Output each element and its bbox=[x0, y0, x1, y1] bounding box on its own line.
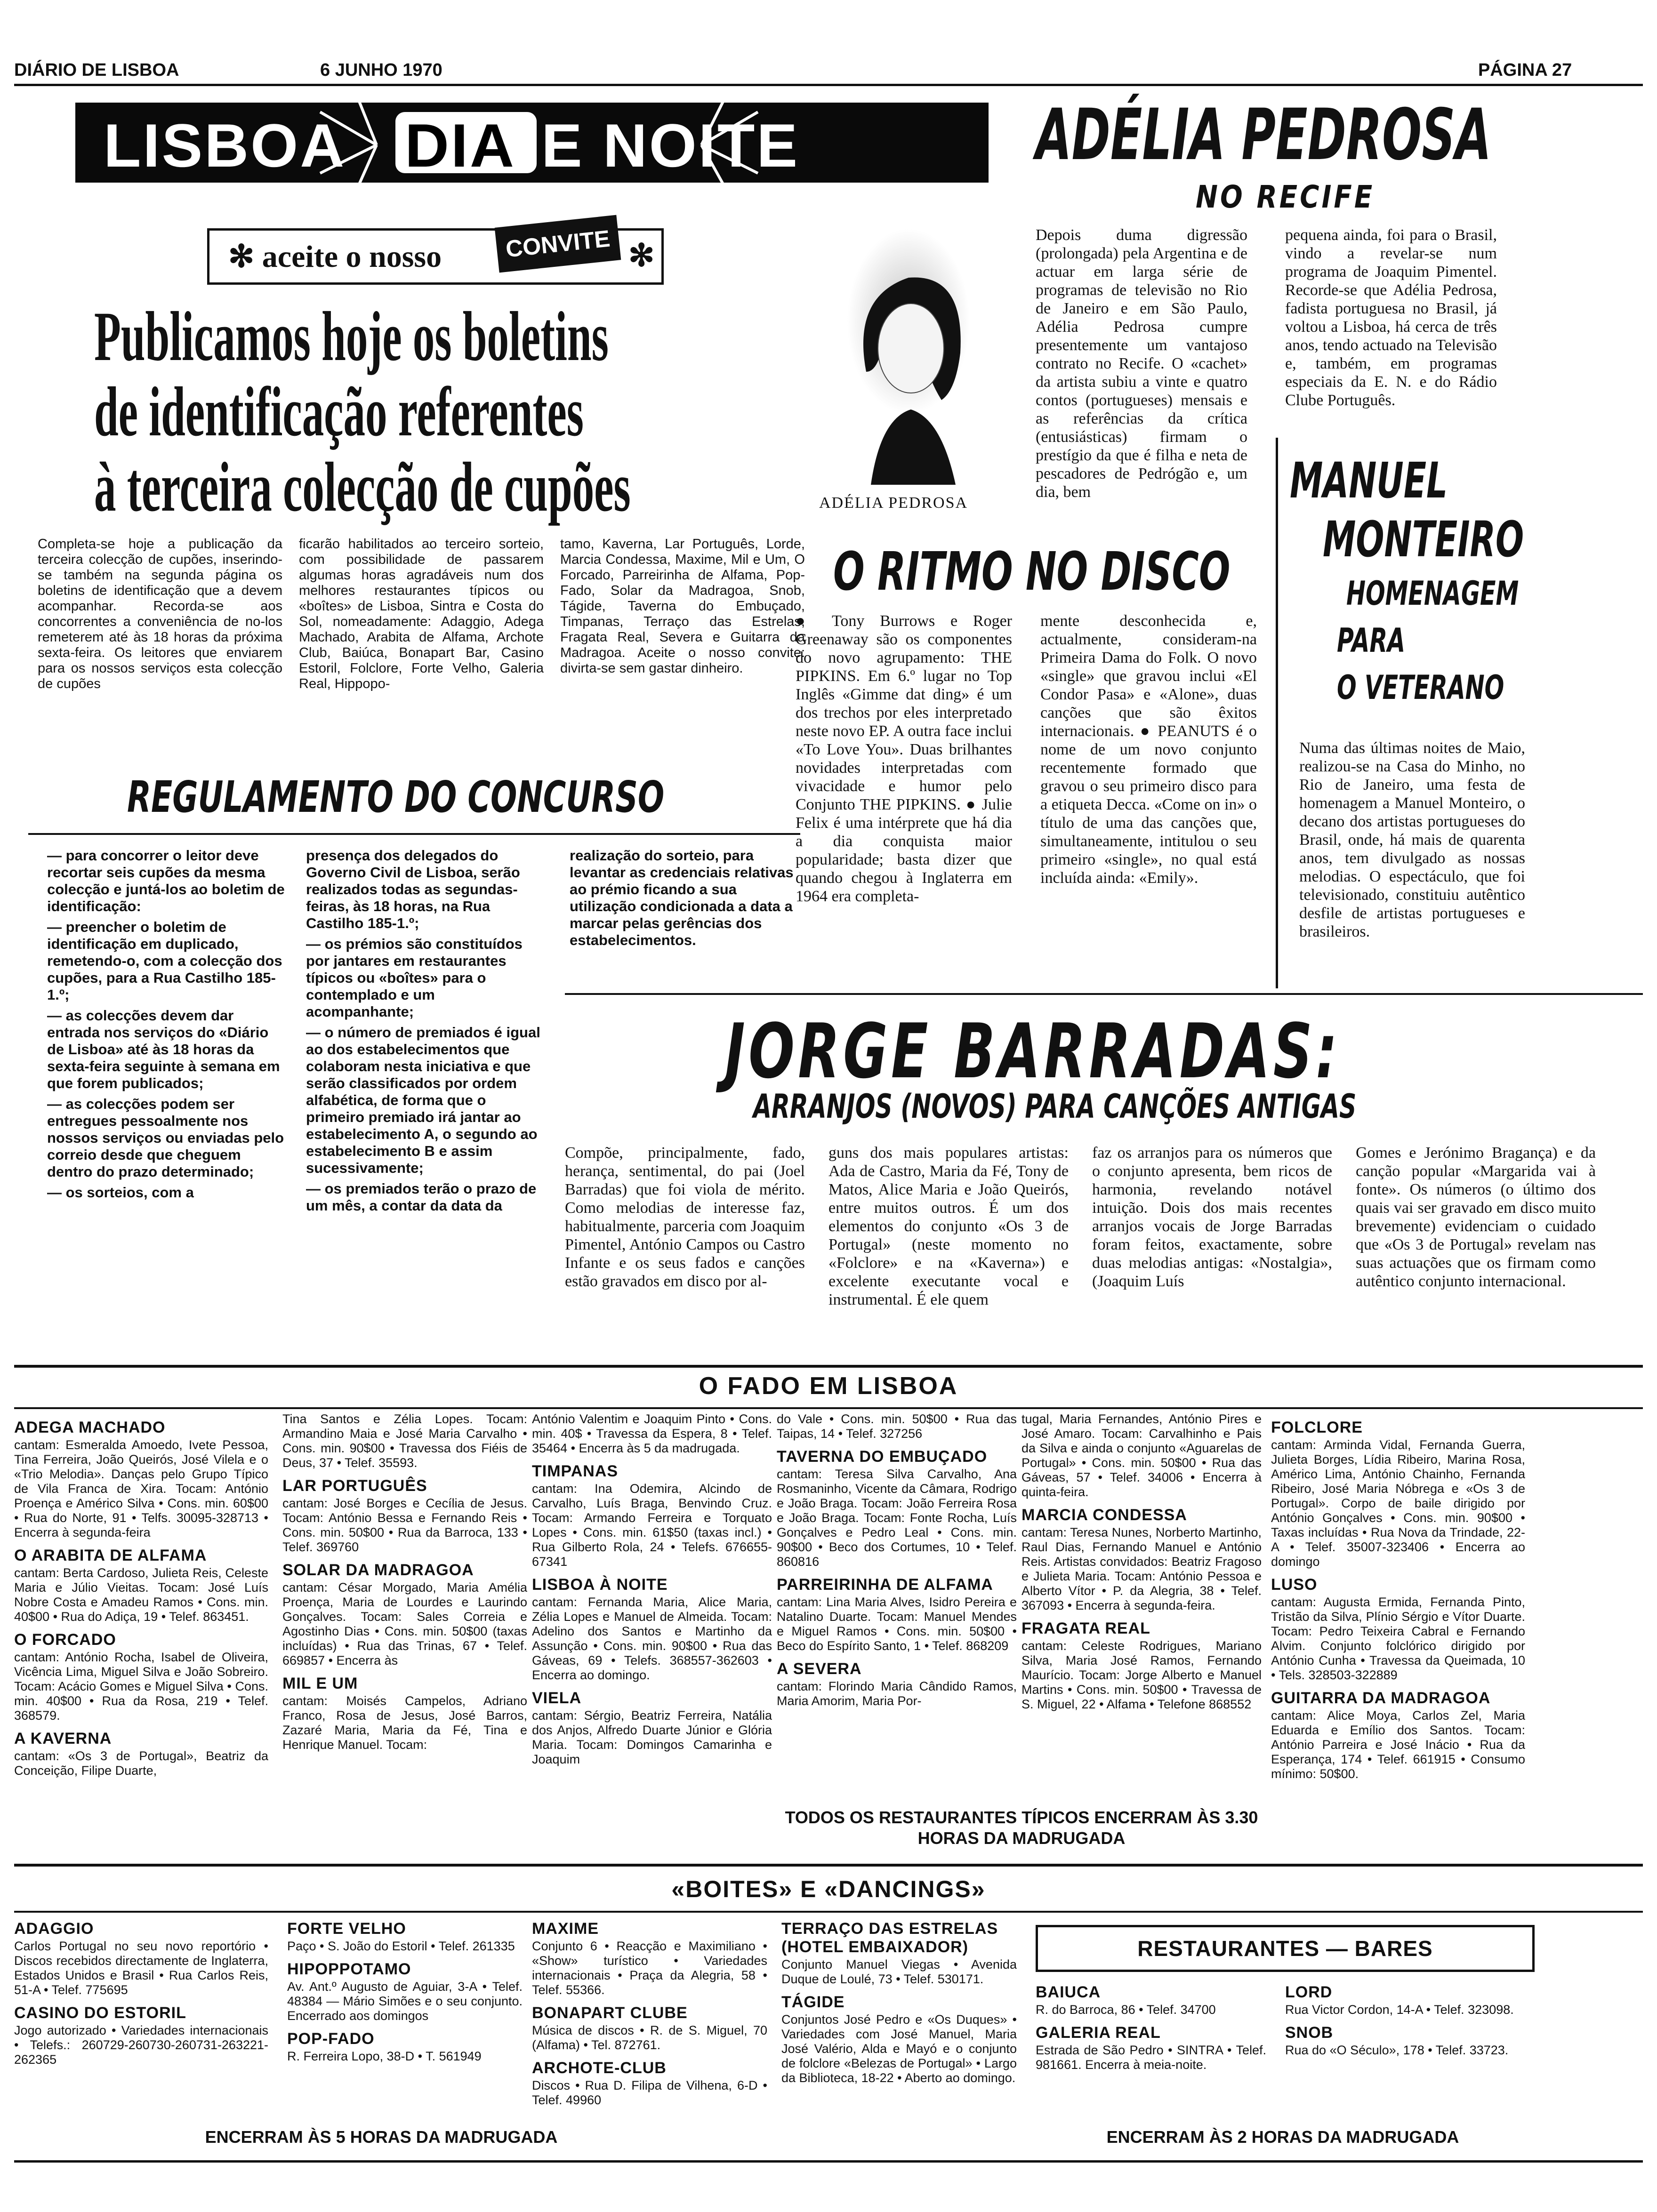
jorge-subtitle: ARRANJOS (NOVOS) PARA CANÇÕES ANTIGAS bbox=[753, 1087, 1357, 1126]
venue-text: cantam: Sérgio, Beatriz Ferreira, Natália dos Anjos, Alfredo Duarte Júnior e Glória Maria. Tocam: Domingos Camarinha e Joaquim bbox=[532, 1708, 772, 1766]
venue-name: CASINO DO ESTORIL bbox=[14, 2004, 186, 2022]
boites-col-1 bbox=[14, 1913, 268, 2067]
restaurantes-left bbox=[1036, 1977, 1266, 2072]
headline-line-3: à terceira colecção de cupões bbox=[94, 448, 631, 526]
venue-name: GUITARRA DA MADRAGOA bbox=[1271, 1689, 1491, 1707]
venue-text: Conjunto Manuel Viegas • Avenida Duque de Loulé, 73 • Telef. 530171. bbox=[781, 1957, 1017, 1986]
convite-tag: CONVITE bbox=[495, 215, 621, 273]
convite-lead: ✻ aceite o nosso bbox=[228, 240, 442, 274]
venue-name: ADAGGIO bbox=[14, 1920, 94, 1938]
adelia-title: ADÉLIA PEDROSA bbox=[1036, 94, 1492, 176]
reg-item: — as colecções podem ser entregues pessoalmente nos nossos serviços ou enviadas pelo correio desde que cheguem dentro do prazo determinado; bbox=[47, 1096, 284, 1180]
bottom-rule bbox=[14, 2160, 1643, 2163]
restaurantes-right bbox=[1285, 1977, 1520, 2058]
boites-title: «BOITES» E «DANCINGS» bbox=[671, 1876, 986, 1902]
reg-item: presença dos delegados do Governo Civil de Lisboa, serão realizados todas as segundas-feiras, às 18 horas, na Rua Castilho 185-1.º; bbox=[306, 847, 520, 931]
venue-name: LORD bbox=[1285, 1983, 1333, 2001]
fado-col-6 bbox=[1271, 1412, 1525, 1781]
venue-name: HIPOPPOTAMO bbox=[287, 1960, 411, 1978]
boites-top-rule bbox=[14, 1864, 1643, 1867]
venue-text: do Vale • Cons. min. 50$00 • Rua das Taipas, 14 • Telef. 327256 bbox=[777, 1412, 1017, 1441]
jorge-col-2: guns dos mais populares artistas: Ada de Castro, Maria da Fé, Tony de Matos, Alice Maria e João Queirós, entre muitos outros. É um dos elementos do conjunto «Os 3 de Portugal» (neste momento no «Folclore» e na «Kaverna») e excelente executante vocal e instrumental. É ele quem bbox=[828, 1144, 1069, 1308]
venue-text: Música de discos • R. de S. Miguel, 70 (Alfama) • Tel. 872761. bbox=[532, 2023, 767, 2052]
reg-item: — os premiados terão o prazo de um mês, a contar da data da bbox=[306, 1180, 537, 1214]
venue-text: Estrada de São Pedro • SINTRA • Telef. 981661. Encerra à meia-noite. bbox=[1036, 2043, 1266, 2072]
venue-name: BONAPART CLUBE bbox=[532, 2004, 688, 2022]
restaurantes-closing: ENCERRAM ÀS 2 HORAS DA MADRUGADA bbox=[1106, 2127, 1459, 2147]
portrait-icon bbox=[800, 221, 1017, 485]
venue-name: TAVERNA DO EMBUÇADO bbox=[777, 1448, 988, 1466]
venue-name: PARREIRINHA DE ALFAMA bbox=[777, 1576, 993, 1594]
venue-name: FRAGATA REAL bbox=[1022, 1619, 1150, 1637]
manuel-sub-2: PARA bbox=[1337, 621, 1405, 660]
adelia-col-1: Depois duma digressão (prolongada) pela Argentina e de actuar em larga série de programas de televisão no Rio de Janeiro e em São Paulo, Adélia Pedrosa cumpre presentemente um vantajoso contrato no Recife. O «cachet» da artista subiu a vinte e quatro contos (portugueses) mensais e as referências da crítica (entusiásticas) firmam o prestígio da que é filha e neta de pescadores de Pedrógão e, um dia, bem bbox=[1036, 226, 1247, 501]
venue-text: cantam: Lina Maria Alves, Isidro Pereira e Natalino Duarte. Tocam: Manuel Mendes e Miguel Ramos • Cons. min. 50$00 • Beco do Espírito Santo, 1 • Telef. 868209 bbox=[777, 1595, 1017, 1653]
reg-item: — os prémios são constituídos por jantares em restaurantes típicos ou «boîtes» para o contemplado e um acompanhante; bbox=[306, 936, 523, 1020]
venue-text: Rua Victor Cordon, 14-A • Telef. 323098. bbox=[1285, 2003, 1514, 2017]
venue-name: FOLCLORE bbox=[1271, 1419, 1363, 1436]
venue-text: cantam: Fernanda Maria, Alice Maria, Zélia Lopes e Manuel de Almeida. Tocam: Adelino dos Santos e Martinho da Assunção • Cons. min. 90$00 • Rua das Gáveas, 69 • Telefs. 368557-362603 • Encerra ao domingo. bbox=[532, 1595, 772, 1682]
fado-closing: TODOS OS RESTAURANTES TÍPICOS ENCERRAM ÀS 3.30 HORAS DA MADRUGADA bbox=[785, 1808, 1258, 1848]
venue-text: cantam: Florindo Maria Cândido Ramos, Maria Amorim, Maria Por- bbox=[777, 1679, 1017, 1708]
regulamento-rule bbox=[28, 833, 800, 835]
ritmo-title: O RITMO NO DISCO bbox=[833, 541, 1231, 602]
masthead-date: 6 JUNHO 1970 bbox=[320, 60, 442, 80]
masthead-page: PÁGINA 27 bbox=[1478, 60, 1572, 80]
jorge-col-3: faz os arranjos para os números que o conjunto apresenta, bem ricos de harmonia, revelando notável intuição. Dois dos mais recentes arranjos vocais de Jorge Barradas foram feitos, exactamente, sobre duas melodias antigas: «Nostalgia», (Joaquim Luís bbox=[1092, 1144, 1332, 1290]
fado-col-5 bbox=[1022, 1412, 1262, 1712]
banner-lisboa: LISBOA bbox=[104, 111, 346, 180]
adelia-photo bbox=[800, 221, 1017, 485]
intro-col-3: tamo, Kaverna, Lar Português, Lorde, Marcia Condessa, Maxime, Mil e Um, O Forcado, Parreirinha de Alfama, Pop-Fado, Solar da Madragoa, Snob, Tágide, Taverna do Embuçado, Timpanas, Terraço das Estrelas, Fragata Real, Severa e Guitarra da Madragoa. Aceite o nosso convite: divirta-se sem gastar dinheiro. bbox=[560, 537, 805, 676]
main-headline bbox=[94, 299, 800, 525]
venue-name: A SEVERA bbox=[777, 1660, 862, 1678]
venue-text: Jogo autorizado • Variedades internacionais • Telefs.: 260729-260730-260731-263221-262365 bbox=[14, 2023, 268, 2067]
boites-title-rule bbox=[14, 1911, 1643, 1913]
venue-name: MARCIA CONDESSA bbox=[1022, 1506, 1187, 1524]
venue-name: GALERIA REAL bbox=[1036, 2024, 1161, 2042]
venue-text: cantam: José Borges e Cecília de Jesus. Tocam: António Bessa e Fernando Reis • Cons. min. 50$00 • Rua da Barroca, 133 • Telef. 369760 bbox=[282, 1496, 527, 1554]
adelia-subtitle: NO RECIFE bbox=[1196, 179, 1375, 215]
lisboa-banner bbox=[75, 103, 989, 183]
fado-col-1 bbox=[14, 1412, 268, 1778]
reg-item: realização do sorteio, para levantar as credenciais relativas ao prémio ficando a sua utilização condicionada a data a marcar pelas gerências dos estabelecimentos. bbox=[570, 847, 794, 948]
boites-closing: ENCERRAM ÀS 5 HORAS DA MADRUGADA bbox=[205, 2127, 558, 2147]
manuel-title-1: MANUEL bbox=[1290, 452, 1448, 509]
reg-item: — o número de premiados é igual ao dos estabelecimentos que colaboram nesta iniciativa e que serão classificados por ordem alfabética, de forma que o primeiro premiado irá jantar ao estabelecimento A, o segundo ao estabelecimento B e assim sucessivamente; bbox=[306, 1024, 540, 1176]
venue-name: MIL E UM bbox=[282, 1675, 358, 1692]
venue-text: cantam: Ina Odemira, Alcindo de Carvalho, Luís Braga, Benvindo Cruz. Tocam: Armando Ferreira e Torquato Lopes • Cons. min. 61$50 (taxas incl.) • Rua Gilberto Rola, 24 • Telefs. 676655-67341 bbox=[532, 1482, 772, 1569]
venue-text: R. Ferreira Lopo, 38-D • T. 561949 bbox=[287, 2049, 482, 2063]
convite-box bbox=[207, 225, 664, 285]
venue-text: Conjuntos José Pedro e «Os Duques» • Variedades com José Manuel, Maria José Valério, Alda e Mayó e o conjunto de folclore «Belezas de Portugal» • Largo da Biblioteca, 18-22 • Aberto ao domingo. bbox=[781, 2012, 1017, 2085]
venue-text: cantam: «Os 3 de Portugal», Beatriz da Conceição, Filipe Duarte, bbox=[14, 1749, 268, 1778]
venue-name: A KAVERNA bbox=[14, 1730, 112, 1747]
venue-name: O ARABITA DE ALFAMA bbox=[14, 1547, 207, 1564]
fado-top-rule bbox=[14, 1365, 1643, 1368]
reg-item: — as colecções devem dar entrada nos serviços do «Diário de Lisboa» até às 18 horas da sexta-feira seguinte à semana em que forem publicados; bbox=[47, 1007, 280, 1091]
manuel-sub-1: HOMENAGEM bbox=[1346, 574, 1519, 613]
venue-text: Conjunto 6 • Reacção e Maximiliano • «Show» turístico • Variedades internacionais • Praça da Alegria, 58 • Telef. 55366. bbox=[532, 1939, 767, 1997]
venue-name: LISBOA À NOITE bbox=[532, 1576, 668, 1594]
venue-text: António Valentim e Joaquim Pinto • Cons. min. 40$ • Travessa da Espera, 8 • Telef. 35464 • Encerra às 5 da madrugada. bbox=[532, 1412, 772, 1455]
venue-text: Rua do «O Século», 178 • Telef. 33723. bbox=[1285, 2043, 1509, 2057]
restaurantes-box bbox=[1036, 1925, 1535, 1972]
regulamento-title: REGULAMENTO DO CONCURSO bbox=[127, 772, 665, 822]
jorge-title: JORGE BARRADAS: bbox=[725, 1007, 1341, 1095]
fado-col-4 bbox=[777, 1412, 1017, 1708]
ritmo-col-1: ● Tony Burrows e Roger Greenaway são os componentes do novo agrupamento: THE PIPKINS. Em 6.º lugar no Top Inglês «Gimme dat ding» é um dos trechos por eles interpretado neste novo EP. A outra face inclui «To Love You». Duas brilhantes novidades interpretadas com vivacidade e humor pelo Conjunto THE PIPKINS. ● Julie Felix é uma intérprete que há dia a dia conquista maior popularidade; basta dizer que quando chegou à Inglaterra em 1964 era completa- bbox=[796, 612, 1012, 905]
venue-text: cantam: António Rocha, Isabel de Oliveira, Vicência Lima, Miguel Silva e João Sobreiro. Tocam: Acácio Gomes e Miguel Silva • Cons. min. 40$00 • Rua da Rosa, 219 • Telef. 368579. bbox=[14, 1650, 268, 1723]
banner-dia: DIA bbox=[405, 111, 516, 180]
venue-text: Discos • Rua D. Filipa de Vilhena, 6-D • Telef. 49960 bbox=[532, 2078, 767, 2107]
venue-text: cantam: Teresa Silva Carvalho, Ana Rosmaninho, Vicente da Câmara, Rodrigo e João Braga. Tocam: João Ferreira Rosa e João Braga. Tocam: Fonte Rocha, Luís Gonçalves e Pedro Leal • Cons. min. 90$00 • Beco dos Cortumes, 10 • Telef. 860816 bbox=[777, 1467, 1017, 1569]
venue-text: cantam: Arminda Vidal, Fernanda Guerra, Julieta Borges, Lídia Ribeiro, Marina Rosa, Américo Lima, António Chainho, Fernanda Ribeiro, José Maria Nóbrega e «Os 3 de Portugal». Corpo de baile dirigido por António Gonçalves • Cons. min. 90$00 • Taxas incluídas • Rua Nova da Trindade, 22-A • Telef. 35007-323406 • Encerra ao domingo bbox=[1271, 1438, 1525, 1569]
restaurantes-title: RESTAURANTES — BARES bbox=[1137, 1936, 1433, 1961]
venue-name: VIELA bbox=[532, 1689, 582, 1707]
boites-col-4 bbox=[781, 1913, 1017, 2085]
venue-text: cantam: Moisés Campelos, Adriano Franco, Rosa de Jesus, José Barros, Zazaré Maria, Maria da Fé, Tina e Henrique Manuel. Tocam: bbox=[282, 1694, 527, 1752]
convite-star: ✻ bbox=[628, 239, 655, 273]
reg-item: — preencher o boletim de identificação em duplicado, remetendo-o, com a colecção dos cupões, para a Rua Castilho 185-1.º; bbox=[47, 919, 282, 1003]
venue-text: tugal, Maria Fernandes, António Pires e José Amaro. Tocam: Carvalhinho e Pais da Silva e ainda o conjunto «Aguarelas de Portugal» • Cons. min. 50$00 • Rua das Gáveas, 57 • Telef. 34006 • Encerra à quinta-feira. bbox=[1022, 1412, 1262, 1499]
adelia-col-2: pequena ainda, foi para o Brasil, vindo a revelar-se num programa de Joaquim Pimentel. Recorde-se que Adélia Pedrosa, fadista portuguesa no Brasil, já voltou a Lisboa, há cerca de três anos, tendo actuado na Televisão e, também, em programas especiais da E. N. e do Rádio Clube Português. bbox=[1285, 226, 1497, 409]
fado-col-3 bbox=[532, 1412, 772, 1767]
venue-name: SOLAR DA MADRAGOA bbox=[282, 1561, 474, 1579]
manuel-vertical-rule bbox=[1276, 438, 1278, 988]
regulamento-col-1 bbox=[47, 847, 287, 1205]
venue-name: SNOB bbox=[1285, 2024, 1334, 2042]
reg-item: — para concorrer o leitor deve recortar seis cupões da mesma colecção e juntá-los ao boletim de identificação: bbox=[47, 847, 285, 914]
masthead-rule bbox=[14, 84, 1643, 86]
venue-name: TÁGIDE bbox=[781, 1993, 845, 2011]
venue-text: R. do Barroca, 86 • Telef. 34700 bbox=[1036, 2003, 1216, 2017]
venue-name: ADEGA MACHADO bbox=[14, 1419, 166, 1436]
venue-text: Tina Santos e Zélia Lopes. Tocam: Armandino Maia e José Maria Carvalho • Cons. min. 90$00 • Travessa dos Fiéis de Deus, 37 • Telef. 35593. bbox=[282, 1412, 527, 1470]
venue-name: LUSO bbox=[1271, 1576, 1318, 1594]
manuel-text: Numa das últimas noites de Maio, realizou-se na Casa do Minho, no Rio de Janeiro, uma festa de homenagem a Manuel Monteiro, o decano dos artistas portugueses do Brasil, onde, há mais de quarenta anos, tem divulgado as nossas melodias. O espectáculo, que foi televisionado, constituiu autêntico desfile de artistas portugueses e brasileiros. bbox=[1299, 739, 1525, 940]
manuel-sub-3: O VETERANO bbox=[1337, 668, 1504, 707]
fado-col-2 bbox=[282, 1412, 527, 1752]
venue-text: cantam: Alice Moya, Carlos Zel, Maria Eduarda e Emílio dos Santos. Tocam: António Parreira e José Inácio • Rua da Esperança, 174 • Telef. 661915 • Consumo mínimo: 50$00. bbox=[1271, 1708, 1525, 1781]
venue-text: cantam: Teresa Nunes, Norberto Martinho, Raul Dias, Fernando Manuel e António Reis. Artistas convidados: Beatriz Fragoso e Julieta Maria. Tocam: António Pessoa e Alberto Vítor • P. da Alegria, 38 • Telef. 367093 • Encerra à segunda-feira. bbox=[1022, 1525, 1262, 1612]
jorge-col-1: Compõe, principalmente, fado, herança, sentimental, do pai (Joel Barradas) que foi viola de mérito. Como melodias de interesse faz, habitualmente, parceria com Joaquim Pimentel, António Campos ou Castro Infante e os seus fados e canções estão gravados em disco por al- bbox=[565, 1144, 805, 1290]
venue-name: POP-FADO bbox=[287, 2030, 375, 2048]
jorge-col-4: Gomes e Jerónimo Bragança) e da canção popular «Margarida vai à fonte». Os números (o último dos quais vai ser gravado em disco muito brevemente) evidenciam o cuidado que «Os 3 de Portugal» revelam nas suas actuações que os firmam como autêntico conjunto internacional. bbox=[1356, 1144, 1596, 1290]
venue-name: BAIUCA bbox=[1036, 1983, 1101, 2001]
headline-line-1: Publicamos hoje os boletins bbox=[94, 297, 609, 376]
venue-text: Carlos Portugal no seu novo reportório • Discos recebidos directamente de Inglaterra, Estados Unidos e Brasil • Rua Carlos Reis, 51-A • Telef. 775695 bbox=[14, 1939, 268, 1997]
boites-col-3 bbox=[532, 1913, 767, 2108]
venue-text: cantam: Berta Cardoso, Julieta Reis, Celeste Maria e Júlio Vieitas. Tocam: José Luís Nobre Costa e Amadeu Ramos • Cons. min. 40$00 • Rua do Adiça, 19 • Telef. 863451. bbox=[14, 1566, 268, 1624]
fado-title-rule bbox=[14, 1407, 1643, 1409]
venue-name: ARCHOTE-CLUB bbox=[532, 2059, 667, 2077]
manuel-title-2: MONTEIRO bbox=[1323, 511, 1524, 568]
venue-text: Av. Ant.º Augusto de Aguiar, 3-A • Telef. 48384 — Mário Simões e o seu conjunto. Encerrado aos domingos bbox=[287, 1980, 523, 2023]
venue-name: LAR PORTUGUÊS bbox=[282, 1477, 427, 1495]
adelia-caption: ADÉLIA PEDROSA bbox=[819, 494, 968, 512]
venue-text: Paço • S. João do Estoril • Telef. 261335 bbox=[287, 1939, 515, 1953]
venue-name: MAXIME bbox=[532, 1920, 599, 1938]
venue-name: TIMPANAS bbox=[532, 1462, 619, 1480]
venue-name: TERRAÇO DAS ESTRELAS (HOTEL EMBAIXADOR) bbox=[781, 1920, 998, 1956]
regulamento-col-3 bbox=[570, 847, 805, 953]
masthead-paper: DIÁRIO DE LISBOA bbox=[14, 60, 179, 80]
reg-item: — os sorteios, com a bbox=[47, 1184, 194, 1201]
venue-text: cantam: César Morgado, Maria Amélia Proença, Maria de Lourdes e Laurindo Gonçalves. Tocam: Sales Correia e Agostinho Dias • Cons. min. 50$00 (taxas incluídas) • Rua das Trinas, 67 • Telef. 669857 • Encerra às bbox=[282, 1580, 527, 1667]
jorge-top-rule bbox=[565, 993, 1643, 995]
venue-text: cantam: Celeste Rodrigues, Mariano Silva, Maria José Ramos, Fernando Maurício. Tocam: Jorge Alberto e Manuel Martins • Cons. min. 50$00 • Travessa de S. Miguel, 22 • Alfama • Telefone 868552 bbox=[1022, 1639, 1262, 1711]
regulamento-col-2 bbox=[306, 847, 546, 1218]
fado-title: O FADO EM LISBOA bbox=[699, 1372, 958, 1400]
ritmo-col-2: mente desconhecida e, actualmente, consideram-na Primeira Dama do Folk. O novo «single» que gravou inclui «El Condor Pasa» e «Alone», duas canções que são êxitos internacionais. ● PEANUTS é o nome de um novo conjunto recentemente formado que gravou o seu primeiro disco para a etiqueta Decca. «Come on in» o título de uma das canções que, simultaneamente, intitulou o seu primeiro «single», no qual está incluída ainda: «Emily». bbox=[1040, 612, 1257, 887]
venue-name: O FORCADO bbox=[14, 1631, 116, 1649]
headline-line-2: de identificação referentes bbox=[94, 373, 584, 451]
venue-text: cantam: Esmeralda Amoedo, Ivete Pessoa, Tina Ferreira, João Queirós, José Vilela e o «Trio Melodia». Danças pelo Grupo Típico de Vila Franca de Xira. Tocam: António Proença e Américo Silva • Cons. min. 60$00 • Rua do Norte, 91 • Telfs. 30095-328713 • Encerra à segunda-feira bbox=[14, 1438, 268, 1539]
boites-col-2 bbox=[287, 1913, 523, 2064]
venue-text: cantam: Augusta Ermida, Fernanda Pinto, Tristão da Silva, Plínio Sérgio e Vítor Duarte. Tocam: Pedro Teixeira Cabral e Fernando Alvim. Conjunto folclórico dirigido por António Cunha • Travessa da Queimada, 10 • Tels. 328503-322889 bbox=[1271, 1595, 1525, 1682]
banner-e-noite: E NOITE bbox=[541, 111, 800, 180]
venue-name: FORTE VELHO bbox=[287, 1920, 406, 1938]
intro-col-1: Completa-se hoje a publicação da terceira colecção de cupões, inserindo-se também na segunda página os boletins de identificação que a devem acompanhar. Recorda-se aos concorrentes a conveniência de no-los remeterem até às 18 horas da próxima sexta-feira. Os leitores que enviarem para os nossos serviços esta colecção de cupões bbox=[38, 537, 282, 691]
intro-col-2: ficarão habilitados ao terceiro sorteio, com possibilidade de passarem algumas horas agradáveis num dos melhores restaurantes típicos ou «boîtes» de Lisboa, Sintra e Costa do Sol, nomeadamente: Adaggio, Adega Machado, Arabita de Alfama, Archote Club, Baiúca, Bonapart Bar, Casino Estoril, Folclore, Forte Velho, Galeria Real, Hippopo- bbox=[299, 537, 544, 691]
